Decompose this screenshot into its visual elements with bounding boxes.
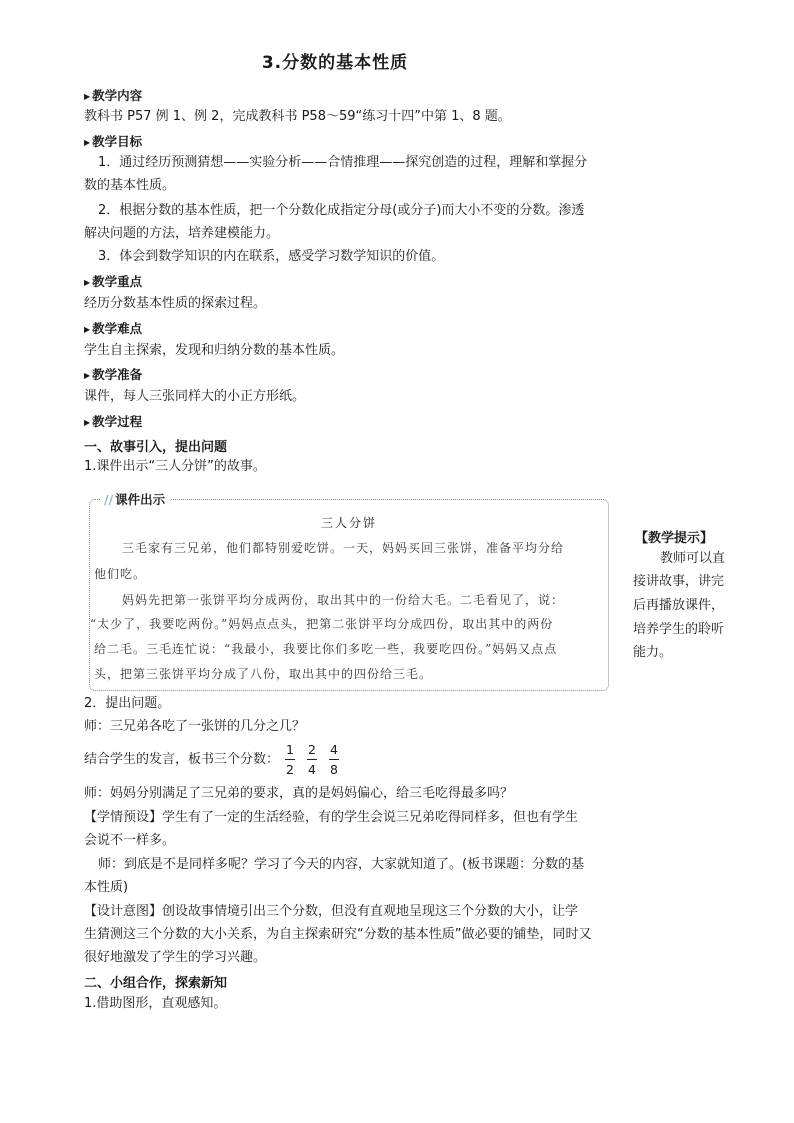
triangle-bullet-icon: ▶ [84,92,91,101]
goal-line: 解决问题的方法，培养建模能力。 [84,226,280,241]
design-line: 很好地激发了学生的学习兴趣。 [84,950,267,965]
triangle-bullet-icon: ▶ [84,325,91,334]
section-heading-label: 教学过程 [92,414,143,429]
teacher-question-3: 师：到底是不是同样多呢？学习了今天的内容，大家就知道了。(板书课题：分数的基 [98,857,585,872]
teaching-tip-line: 培养学生的聆听 [633,622,725,637]
section-heading-label: 教学准备 [92,367,143,382]
fraction-denominator: 2 [286,762,294,777]
story-title: 三人分饼 [320,516,377,530]
fraction-bar [285,759,295,760]
design-line: 生猜测这三个分数的大小关系，为自主探索研究“分数的基本性质”做必要的铺垫，同时又 [84,927,592,942]
section-heading-label: 教学内容 [92,88,143,103]
teaching-tip-line: 能力。 [633,645,673,660]
presetting-line: 会说不一样多。 [84,833,176,848]
fraction-denominator: 4 [308,762,316,777]
story-line: 三毛家有三兄弟，他们都特别爱吃饼。一天，妈妈买回三张饼，准备平均分给 [122,541,565,555]
teacher-question-3: 本性质) [84,880,129,895]
content-text: 教科书 P57 例 1、例 2，完成教科书 P58～59“练习十四”中第 1、8 题。 [84,109,511,124]
fraction-numerator: 1 [286,742,294,757]
teaching-tip-line: 接讲故事，讲完 [633,574,725,589]
story-line: 给二毛。三毛连忙说：“我最小，我要比你们多吃一些，我要吃四份。”妈妈又点点 [94,642,558,656]
fraction-bar [307,759,317,760]
fraction [329,742,339,777]
board-text: 结合学生的发言，板书三个分数： [84,752,280,767]
section-heading-prep [84,365,142,383]
section-heading-key [84,272,142,290]
story-line: 妈妈先把第一张饼平均分成两份，取出其中的一份给大毛。二毛看见了，说： [122,593,565,607]
triangle-bullet-icon: ▶ [84,138,91,147]
teacher-question-1: 师：三兄弟各吃了一张饼的几分之几？ [84,719,306,734]
part1-heading: 一、故事引入，提出问题 [84,440,228,455]
fraction-numerator: 2 [308,742,316,757]
triangle-bullet-icon: ▶ [84,418,91,427]
fraction-bar [329,759,339,760]
fraction-numerator: 4 [330,742,338,757]
goal-line: 数的基本性质。 [84,178,176,193]
courseware-label-text: 课件出示 [115,492,166,507]
section-heading-process [84,412,142,430]
step1-text: 1.课件出示“三人分饼”的故事。 [84,459,266,474]
section-heading-label: 教学重点 [92,274,143,289]
section-heading-label: 教学难点 [92,321,143,336]
section-heading-difficulty [84,319,142,337]
difficulty-text: 学生自主探索，发现和归纳分数的基本性质。 [84,343,345,358]
goal-line: 3．体会到数学知识的内在联系，感受学习数学知识的价值。 [98,249,445,264]
triangle-bullet-icon: ▶ [84,371,91,380]
fraction [285,742,295,777]
prep-text: 课件，每人三张同样大的小正方形纸。 [84,389,306,404]
fraction [307,742,317,777]
section-heading-content [84,86,142,104]
goal-line: 1．通过经历预测猜想——实验分析——合情推理——探究创造的过程，理解和掌握分 [98,155,588,170]
section-heading-goals [84,132,142,150]
courseware-label [100,490,171,508]
fraction-denominator: 8 [330,762,338,777]
board-fractions-line [84,740,345,780]
teaching-tip-line: 后再播放课件， [633,598,725,613]
teaching-tip-title: 【教学提示】 [635,531,714,546]
goal-line: 2．根据分数的基本性质，把一个分数化成指定分母(或分子)而大小不变的分数。渗透 [98,203,585,218]
section-heading-label: 教学目标 [92,134,143,149]
step2-text: 2．提出问题。 [84,696,171,711]
slash-mark-icon: // [104,492,114,507]
triangle-bullet-icon: ▶ [84,278,91,287]
step3-text: 1.借助图形，直观感知。 [84,996,227,1011]
story-line: 头，把第三张饼平均分成了八份，取出其中的四份给三毛。 [94,667,433,681]
key-text: 经历分数基本性质的探索过程。 [84,296,267,311]
teaching-tip-line: 教师可以直 [660,551,726,566]
story-line: “太少了，我要吃两份。”妈妈点点头，把第二张饼平均分成四份，取出其中的两份 [90,617,554,631]
teacher-question-2: 师：妈妈分别满足了三兄弟的要求，真的是妈妈偏心，给三毛吃得最多吗？ [84,786,514,801]
story-line: 他们吃。 [94,567,147,581]
part2-heading: 二、小组合作，探索新知 [84,976,228,991]
design-line: 【设计意图】创设故事情境引出三个分数，但没有直观地呈现这三个分数的大小，让学 [84,904,579,919]
presetting-line: 【学情预设】学生有了一定的生活经验，有的学生会说三兄弟吃得同样多，但也有学生 [84,810,579,825]
page-title: 3.分数的基本性质 [261,53,409,73]
